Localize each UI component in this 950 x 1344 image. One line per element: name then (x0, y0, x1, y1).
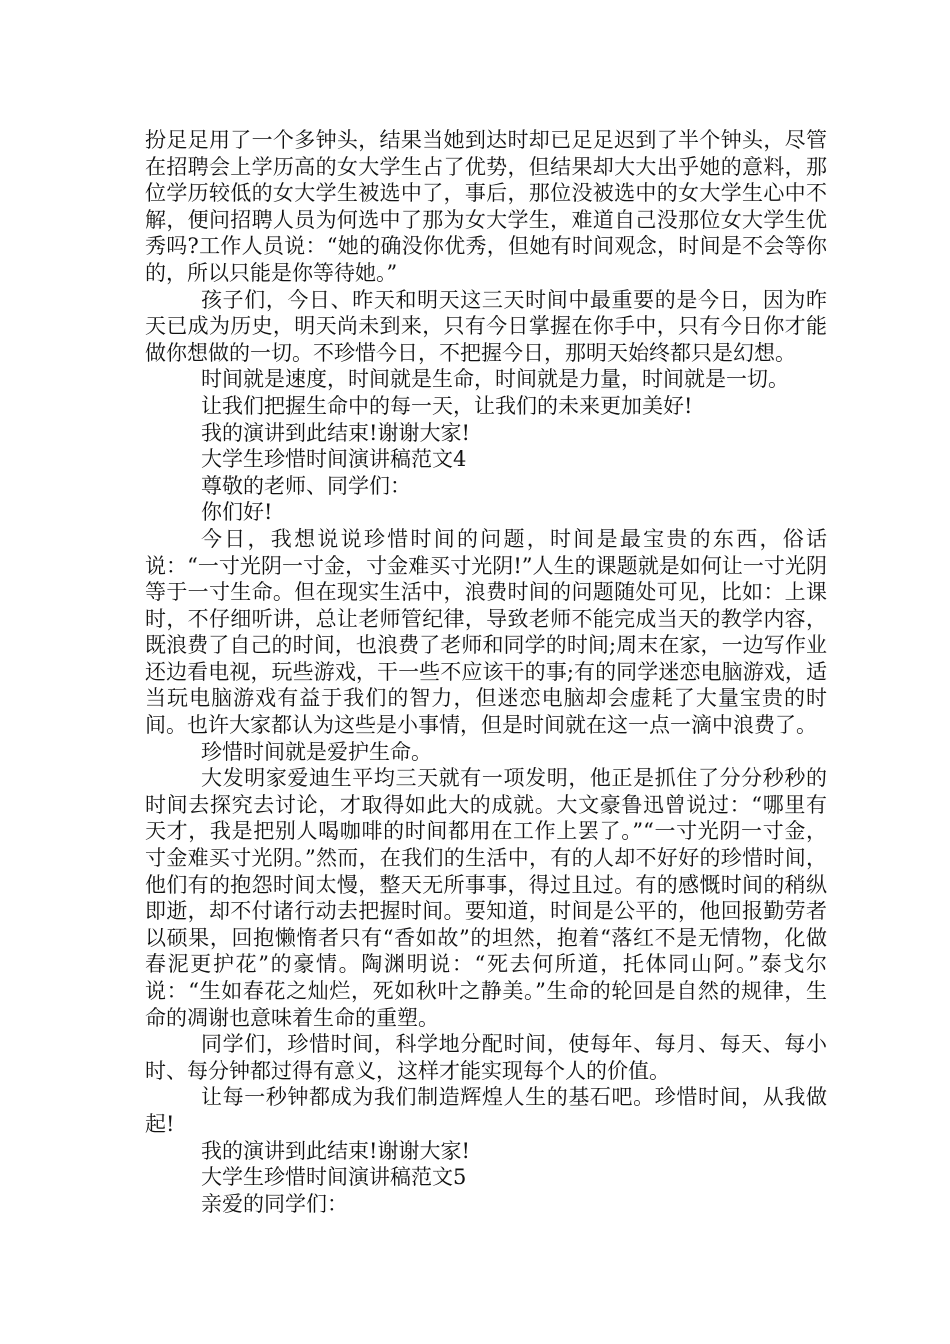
paragraph-10: 珍惜时间就是爱护生命。 (201, 739, 432, 764)
section-heading-5: 大学生珍惜时间演讲稿范文5 (201, 1165, 467, 1190)
greeting: 你们好! (201, 500, 273, 525)
paragraph-4: 让我们把握生命中的每一天，让我们的未来更加美好! (201, 393, 693, 418)
paragraph-5: 我的演讲到此结束!谢谢大家! (201, 420, 470, 445)
section-heading-4: 大学生珍惜时间演讲稿范文4 (201, 447, 467, 472)
paragraph-13: 让每一秒钟都成为我们制造辉煌人生的基石吧。珍惜时间，从我做起! (145, 1085, 827, 1136)
document-body (145, 127, 827, 1217)
paragraph-12: 同学们，珍惜时间，科学地分配时间，使每年、每月、每天、每小时、每分钟都过得有意义，这样才能实现每个人的价值。 (145, 1032, 827, 1083)
paragraph-14: 我的演讲到此结束!谢谢大家! (201, 1138, 470, 1163)
salutation-classmates: 亲爱的同学们： (201, 1191, 348, 1216)
paragraph-3: 时间就是速度，时间就是生命，时间就是力量，时间就是一切。 (201, 367, 789, 392)
paragraph-9: 今日，我想说说珍惜时间的问题，时间是最宝贵的东西，俗话说：“一寸光阴一寸金，寸金难买寸光阴!”人生的课题就是如何让一寸光阴等于一寸生命。但在现实生活中，浪费时间的问题随处可见，比如：上课时，不仔细听讲，总让老师管纪律，导致老师不能完成当天的教学内容，既浪费了自己的时间，也浪费了老师和同学的时间;周末在家，一边写作业还边看电视，玩些游戏，干一些不应该干的事;有的同学迷恋电脑游戏，适当玩电脑游戏有益于我们的智力，但迷恋电脑却会虚耗了大量宝贵的时间。也许大家都认为这些是小事情，但是时间就在这一点一滴中浪费了。 (145, 526, 827, 738)
paragraph-11: 大发明家爱迪生平均三天就有一项发明，他正是抓住了分分秒秒的时间去探究去讨论，才取得如此大的成就。大文豪鲁迅曾说过：“哪里有天才，我是把别人喝咖啡的时间都用在工作上罢了。”“一寸光阴一寸金，寸金难买寸光阴。”然而，在我们的生活中，有的人却不好好的珍惜时间，他们有的抱怨时间太慢，整天无所事事，得过且过。有的感慨时间的稍纵即逝，却不付诸行动去把握时间。要知道，时间是公平的，他回报勤劳者以硕果，回抱懒惰者只有“香如故”的坦然，抱着“落红不是无情物，化做春泥更护花”的豪情。陶渊明说：“死去何所道，托体同山阿。”泰戈尔说：“生如春花之灿烂，死如秋叶之静美。”生命的轮回是自然的规律，生命的凋谢也意味着生命的重塑。 (145, 766, 827, 1030)
paragraph-2: 孩子们，今日、昨天和明天这三天时间中最重要的是今日，因为昨天已成为历史，明天尚未到来，只有今日掌握在你手中，只有今日你才能做你想做的一切。不珍惜今日，不把握今日，那明天始终都只是幻想。 (145, 287, 827, 365)
salutation-teachers: 尊敬的老师、同学们： (201, 473, 411, 498)
paragraph-1: 扮足足用了一个多钟头，结果当她到达时却已足足迟到了半个钟头，尽管在招聘会上学历高的女大学生占了优势，但结果却大大出乎她的意料，那位学历较低的女大学生被选中了，事后，那位没被选中的女大学生心中不解，便问招聘人员为何选中了那为女大学生，难道自己没那位女大学生优秀吗?工作人员说：“她的确没你优秀，但她有时间观念，时间是不会等你的，所以只能是你等待她。” (145, 128, 827, 285)
